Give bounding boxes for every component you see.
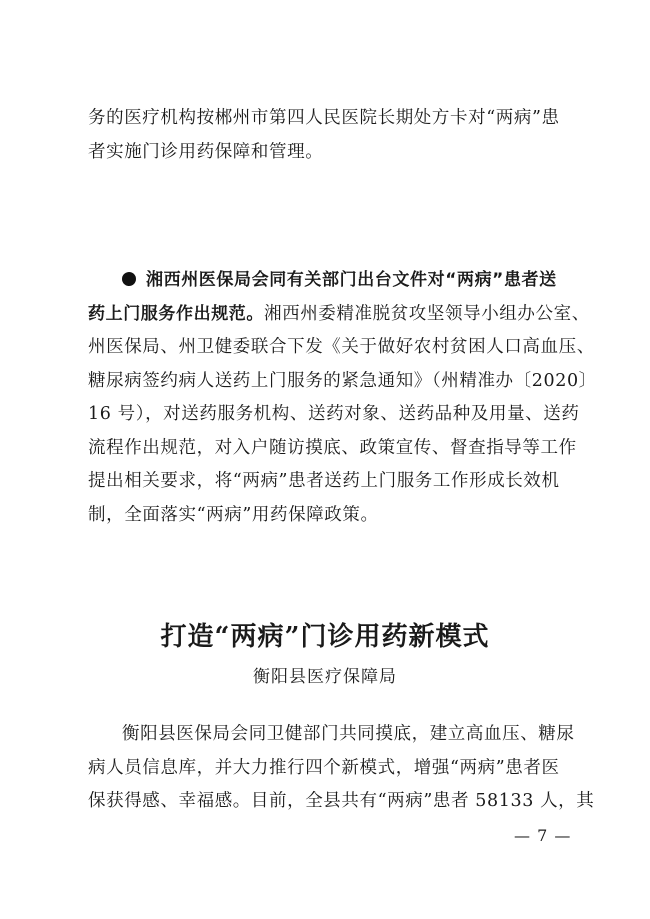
page-number: — 7 — [514, 826, 572, 845]
text-line: 保获得感、幸福感。目前，全县共有“两病”患者 58133 人，其 [88, 791, 595, 811]
bullet-icon [122, 272, 136, 286]
article-author: 衡阳县医疗保障局 [253, 667, 397, 687]
text-line: 16 号），对送药服务机构、送药对象、送药品种及用量、送药 [88, 404, 580, 424]
article-body [88, 718, 595, 819]
text-line: 衡阳县医保局会同卫健部门共同摸底，建立高血压、糖尿 [122, 724, 575, 744]
text-line: 糖尿病签约病人送药上门服务的紧急通知》（州精准办〔2020〕 [88, 370, 597, 391]
text-line: 病人员信息库，并大力推行四个新模式，增强“两病”患者医 [88, 757, 560, 778]
bold-heading-text: 湘西州医保局会同有关部门出台文件对“两病”患者送 [146, 270, 557, 290]
bullet-heading-line [88, 264, 566, 298]
text-line [88, 298, 590, 332]
paragraph-xiangxi [88, 264, 597, 532]
text-line: 州医保局、州卫健委联合下发《关于做好农村贫困人口高血压、 [88, 337, 595, 357]
paragraph-continuation [88, 102, 566, 169]
article-title: 打造“两病”门诊用药新模式 [160, 622, 490, 652]
bold-heading-text: 药上门服务作出规范。 [88, 303, 264, 324]
text-line: 制，全面落实“两病”用药保障政策。 [88, 504, 379, 525]
text-run: 湘西州委精准脱贫攻坚领导小组办公室、 [264, 303, 590, 324]
text-line: 者实施门诊用药保障和管理。 [88, 141, 324, 162]
text-line: 提出相关要求，将“两病”患者送药上门服务工作形成长效机 [88, 471, 560, 491]
text-line: 务的医疗机构按郴州市第四人民医院长期处方卡对“两病”患 [88, 108, 560, 128]
text-line: 流程作出规范，对入户随访摸底、政策宣传、督查指导等工作 [88, 437, 577, 458]
